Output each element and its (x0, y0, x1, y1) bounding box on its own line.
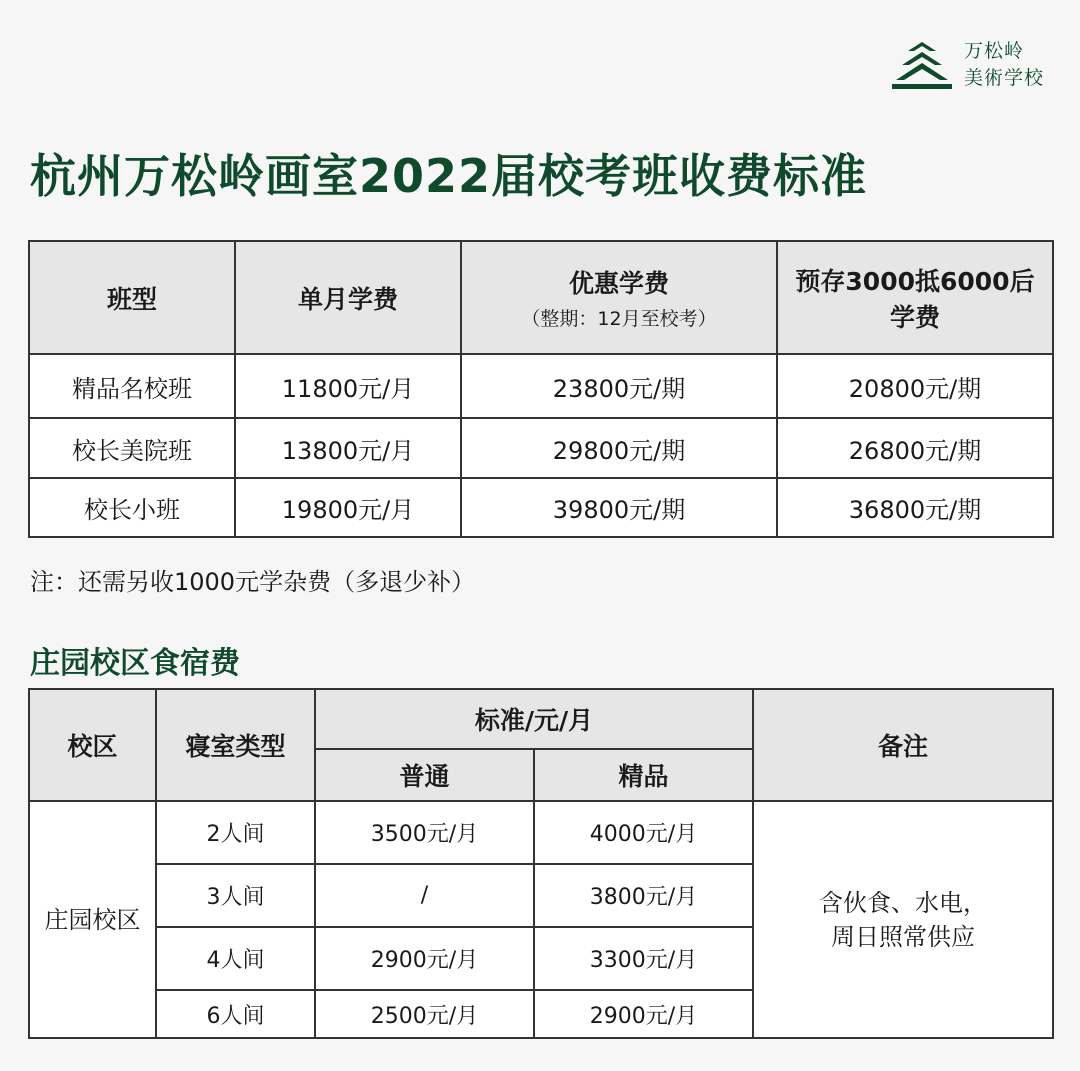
remark-line1: 含伙食、水电， (819, 888, 988, 917)
remark-line2: 周日照常供应 (831, 922, 976, 951)
board-section-title: 庄园校区食宿费 (30, 646, 240, 681)
premium-fee: 4000元/月 (534, 801, 753, 864)
header-prepay-line1: 预存3000抵6000后 (795, 266, 1035, 296)
table-row (29, 418, 1053, 478)
monthly-fee: 11800元/月 (235, 354, 461, 418)
header-remark: 备注 (753, 689, 1053, 801)
class-name: 校长小班 (29, 478, 235, 537)
monthly-fee: 13800元/月 (235, 418, 461, 478)
campus-name: 庄园校区 (29, 801, 156, 1038)
discount-fee: 23800元/期 (461, 354, 777, 418)
room-type: 3人间 (156, 864, 315, 927)
fee-note: 注：还需另收1000元学杂费（多退少补） (30, 568, 476, 596)
premium-fee: 3300元/月 (534, 927, 753, 990)
discount-fee: 39800元/期 (461, 478, 777, 537)
normal-fee: 2900元/月 (315, 927, 534, 990)
header-standard: 标准/元/月 (315, 689, 753, 749)
tuition-fee-table (28, 240, 1054, 538)
room-type: 2人间 (156, 801, 315, 864)
board-remark (753, 801, 1053, 1038)
class-name: 校长美院班 (29, 418, 235, 478)
logo-name-line2: 美術学校 (964, 67, 1045, 89)
class-name: 精品名校班 (29, 354, 235, 418)
table-row (29, 801, 1053, 864)
prepay-fee: 20800元/期 (777, 354, 1053, 418)
room-type: 6人间 (156, 990, 315, 1038)
normal-fee: / (315, 864, 534, 927)
prepay-fee: 36800元/期 (777, 478, 1053, 537)
prepay-fee: 26800元/期 (777, 418, 1053, 478)
header-room-type: 寝室类型 (156, 689, 315, 801)
header-campus: 校区 (29, 689, 156, 801)
header-discount-subtitle: （整期：12月至校考） (521, 308, 717, 330)
premium-fee: 3800元/月 (534, 864, 753, 927)
page-title: 杭州万松岭画室2022届校考班收费标准 (30, 149, 868, 203)
room-type: 4人间 (156, 927, 315, 990)
header-prepay-line2: 学费 (889, 302, 940, 332)
school-logo (890, 38, 1065, 98)
discount-fee: 29800元/期 (461, 418, 777, 478)
table-header-row (29, 689, 1053, 749)
header-normal: 普通 (315, 749, 534, 801)
pine-tree-logo-icon (890, 40, 954, 92)
normal-fee: 2500元/月 (315, 990, 534, 1038)
table-row (29, 354, 1053, 418)
premium-fee: 2900元/月 (534, 990, 753, 1038)
monthly-fee: 19800元/月 (235, 478, 461, 537)
header-premium: 精品 (534, 749, 753, 801)
header-monthly-fee: 单月学费 (235, 241, 461, 354)
table-header-row (29, 241, 1053, 354)
normal-fee: 3500元/月 (315, 801, 534, 864)
header-discount-fee (461, 241, 777, 354)
table-row (29, 478, 1053, 537)
header-discount-label: 优惠学费 (568, 269, 669, 298)
header-class-type: 班型 (29, 241, 235, 354)
logo-name-line1: 万松岭 (964, 40, 1025, 62)
board-fee-table (28, 688, 1054, 1039)
header-prepay-fee (777, 241, 1053, 354)
